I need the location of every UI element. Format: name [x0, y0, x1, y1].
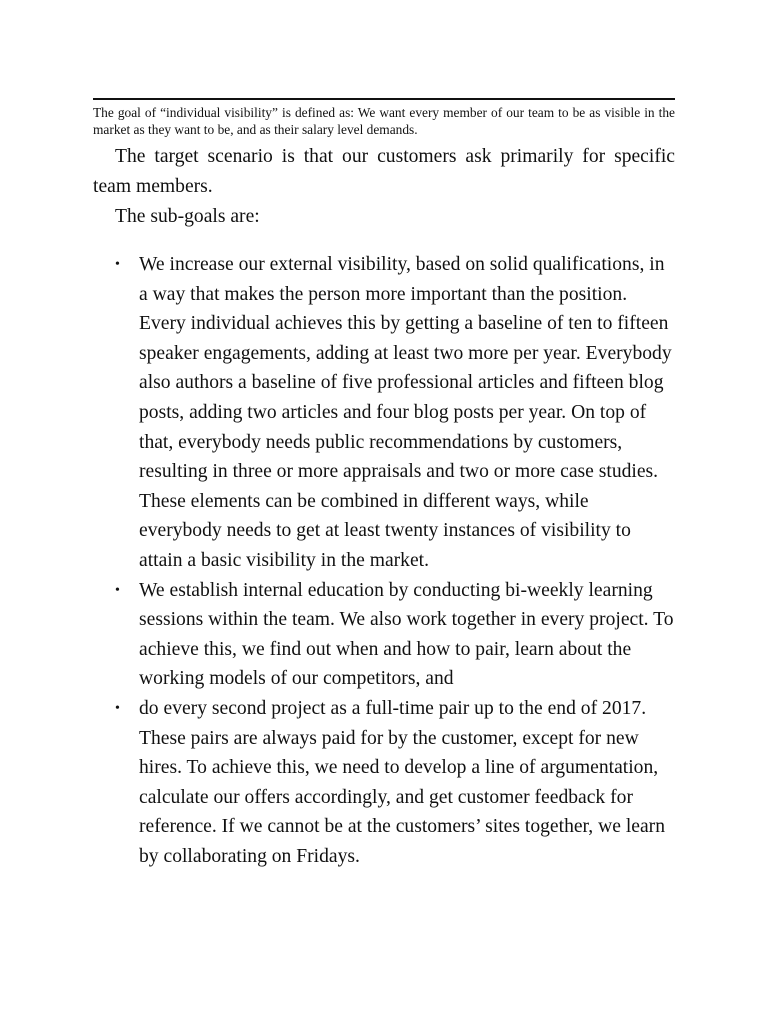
- paragraph-target-scenario: The target scenario is that our customers ask primarily for specific team members.: [93, 146, 675, 197]
- list-item: [93, 250, 675, 576]
- list-item-text: We increase our external visibility, based on solid qualifications, in a way that makes the person more important than the position. Every individual achieves this by getting a baseline of ten to fifteen speaker engagements, adding at least two more per year. Everybody also authors a baseline of five professional articles and fifteen blog posts, adding two articles and four blog posts per year. On top of that, everybody needs public recommendations by customers, resulting in three or more appraisals and two or more case studies. These elements can be combined in different ways, while everybody needs to get at least twenty instances of visibility to attain a basic visibility in the market.: [139, 254, 672, 571]
- bullet-icon: •: [115, 700, 120, 716]
- footnote-text: The goal of “individual visibility” is defined as: We want every member of our team to be as visible in the market as they want to be, and as their salary level demands.: [93, 105, 675, 137]
- bullet-icon: •: [115, 257, 120, 272]
- list-item: [93, 694, 675, 872]
- list-item-text: do every second project as a full-time pair up to the end of 2017. These pairs are always paid for by the customer, except for new hires. To achieve this, we need to develop a line of argumentation, calculate our offers accordingly, and get customer feedback for reference. If we cannot be at the customers’ sites together, we learn by collaborating on Fridays.: [139, 697, 665, 867]
- list-item-text: We establish internal education by conducting bi-weekly learning sessions within the team. We also work together in every project. To achieve this, we find out when and how to pair, learn about the working models of our competitors, and: [139, 579, 674, 690]
- list-item: [93, 576, 675, 694]
- sub-goals-list: [93, 250, 675, 871]
- bullet-icon: •: [115, 582, 120, 598]
- paragraph-sub-goals-heading: The sub-goals are:: [115, 206, 260, 227]
- footnote-separator-rule: [93, 98, 675, 100]
